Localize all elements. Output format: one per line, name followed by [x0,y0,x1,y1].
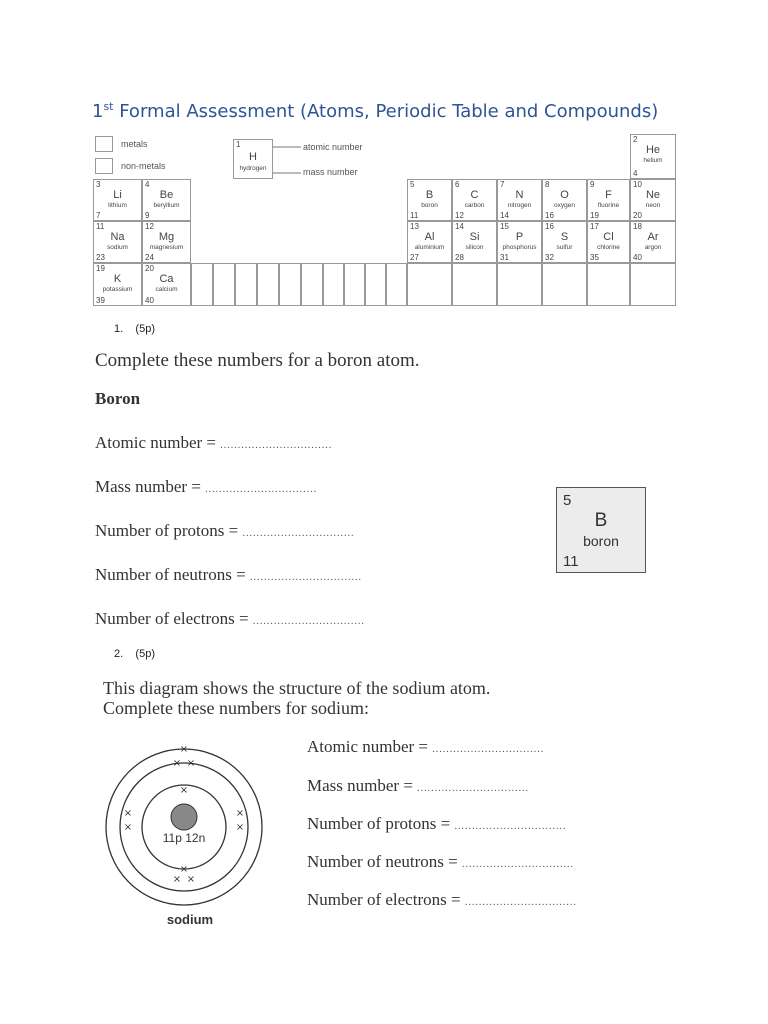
legend-metals: metals [121,139,148,149]
empty-cell [257,263,279,306]
empty-cell [542,263,587,306]
periodic-table [93,134,676,306]
element-f: 9 F fluorine 19 [587,179,630,221]
empty-cell [235,263,257,306]
empty-cell [497,263,542,306]
empty-cell [386,263,407,306]
q1-line-atomic: Atomic number = ................................ [95,433,333,452]
empty-cell [301,263,323,306]
element-n: 7 N nitrogen 14 [497,179,542,221]
non-metals-swatch [95,158,113,174]
answer-blank[interactable]: ................................ [242,528,355,539]
boron-element-card [556,487,646,573]
empty-cell [587,263,630,306]
sodium-atom-diagram [100,728,270,933]
answer-blank[interactable]: ................................ [454,821,567,832]
electron: × [172,758,182,769]
element-be: 4 Be beryllium 9 [142,179,191,221]
element-na: 11 Na sodium 23 [93,221,142,263]
q2-line-mass: Mass number = ................................ [307,776,530,795]
element-b: 5 B boron 11 [407,179,452,221]
element-ar: 18 Ar argon 40 [630,221,676,263]
question-1-label: 1. (5p) [114,323,155,335]
answer-blank[interactable]: ................................ [464,897,577,908]
metals-swatch [95,136,113,152]
element-he: 2 He helium 4 [630,134,676,179]
answer-blank[interactable]: ................................ [252,616,365,627]
q2-line-neutrons: Number of neutrons = ................................ [307,852,575,871]
element-k: 19 K potassium 39 [93,263,142,306]
element-p: 15 P phosphorus 31 [497,221,542,263]
nucleus-label: 11p 12n [162,831,206,845]
legend-atomic-number: atomic number [303,142,363,152]
electron: × [123,808,133,819]
electron: × [186,874,196,885]
boron-atomic-number: 5 [563,492,572,509]
empty-cell [407,263,452,306]
electron: × [179,864,189,875]
q2-line-atomic: Atomic number = ................................ [307,737,545,756]
q2-line-electrons: Number of electrons = ................................ [307,890,577,909]
q1-line-mass: Mass number = ................................ [95,477,318,496]
boron-name: boron [583,533,619,549]
empty-cell [452,263,497,306]
q2-line-protons: Number of protons = ................................ [307,814,567,833]
electron: × [235,822,245,833]
q2-prompt-1: This diagram shows the structure of the sodium atom. [103,678,491,698]
element-ca: 20 Ca calcium 40 [142,263,191,306]
electron: × [123,822,133,833]
boron-mass-number: 11 [563,553,579,570]
element-c: 6 C carbon 12 [452,179,497,221]
key-pointer-lines [273,139,303,179]
element-si: 14 Si silicon 28 [452,221,497,263]
q2-prompt-2: Complete these numbers for sodium: [103,698,369,718]
q1-line-electrons: Number of electrons = ................................ [95,609,365,628]
answer-blank[interactable]: ................................ [220,440,333,451]
element-h: 1 H hydrogen [233,139,273,179]
element-s: 16 S sulfur 32 [542,221,587,263]
diagram-caption: sodium [166,912,214,927]
empty-cell [323,263,344,306]
boron-symbol: B [594,510,608,531]
legend-mass-number: mass number [303,167,358,177]
empty-cell [191,263,213,306]
element-al: 13 Al aluminium 27 [407,221,452,263]
answer-blank[interactable]: ................................ [417,783,530,794]
q1-heading: Boron [95,389,141,408]
question-2-label: 2. (5p) [114,648,155,660]
element-ne: 10 Ne neon 20 [630,179,676,221]
answer-blank[interactable]: ................................ [462,859,575,870]
answer-blank[interactable]: ................................ [205,484,318,495]
element-li: 3 Li lithium 7 [93,179,142,221]
nucleus [171,804,197,830]
empty-cell [630,263,676,306]
page-title: 1st Formal Assessment (Atoms, Periodic Table and Compounds) [92,100,659,122]
electron: × [186,758,196,769]
answer-blank[interactable]: ................................ [432,744,545,755]
q1-line-neutrons: Number of neutrons = ................................ [95,565,363,584]
electron: × [172,874,182,885]
element-cl: 17 Cl chlorine 35 [587,221,630,263]
empty-cell [279,263,301,306]
electron: × [179,744,189,755]
element-o: 8 O oxygen 16 [542,179,587,221]
empty-cell [344,263,365,306]
q1-line-protons: Number of protons = ................................ [95,521,355,540]
element-mg: 12 Mg magnesium 24 [142,221,191,263]
empty-cell [213,263,235,306]
empty-cell [365,263,386,306]
electron: × [179,785,189,796]
answer-blank[interactable]: ................................ [250,572,363,583]
legend-non-metals: non-metals [121,161,166,171]
electron: × [235,808,245,819]
q1-prompt: Complete these numbers for a boron atom. [95,350,420,371]
